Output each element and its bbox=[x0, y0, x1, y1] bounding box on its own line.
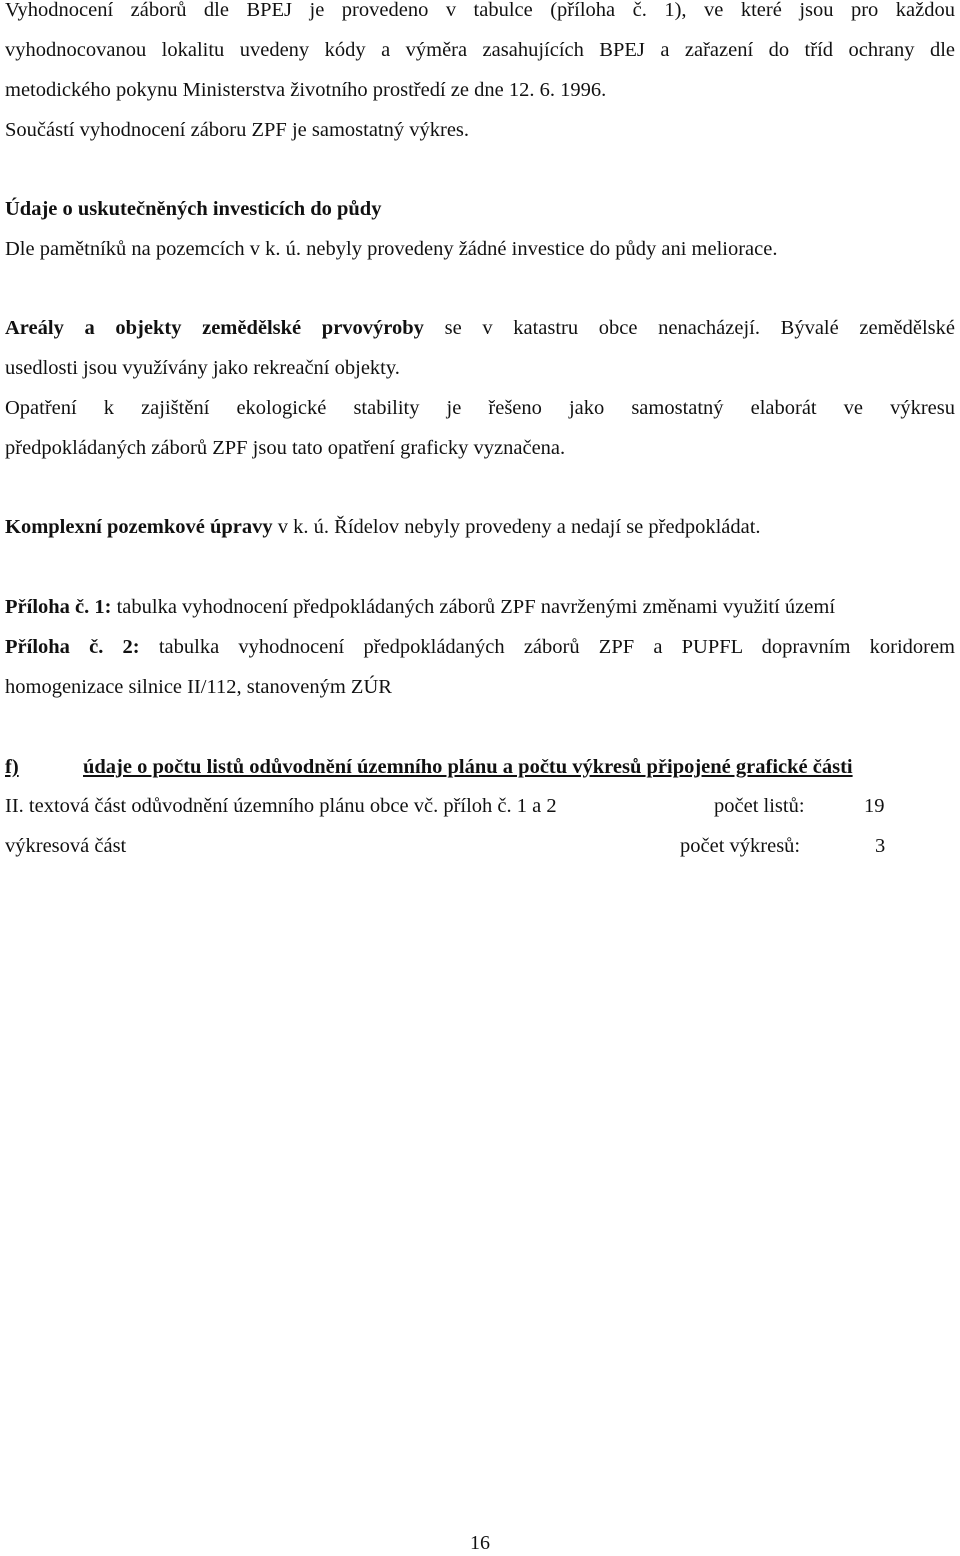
paragraph-bpej-line-3: metodického pokynu Ministerstva životního prostředí ze dne 12. 6. 1996. bbox=[5, 79, 607, 101]
count-row-text-value: 19 bbox=[864, 795, 885, 817]
priloha-2-line bbox=[5, 634, 955, 660]
count-row-drawings bbox=[5, 833, 955, 859]
page-number: 16 bbox=[470, 1532, 490, 1554]
investice-heading bbox=[5, 196, 955, 222]
paragraph-bpej-line-4: Součástí vyhodnocení záboru ZPF je samostatný výkres. bbox=[5, 119, 470, 141]
arealy-line-1 bbox=[5, 315, 955, 341]
section-f-title: údaje o počtu listů odůvodnění územního plánu a počtu výkresů připojené grafické části bbox=[83, 756, 853, 778]
paragraph-bpej-line-2: vyhodnocovanou lokalitu uvedeny kódy a výměra zasahujících BPEJ a zařazení do tříd ochrany dle bbox=[5, 39, 955, 61]
priloha-1-label: Příloha č. 1: bbox=[5, 596, 112, 618]
section-f-label: f) bbox=[5, 756, 19, 778]
investice-heading-text: Údaje o uskutečněných investicích do půdy bbox=[5, 198, 382, 220]
komplexni-bold: Komplexní pozemkové úpravy bbox=[5, 516, 273, 538]
count-row-drawings-label: počet výkresů: bbox=[680, 835, 801, 857]
priloha-2-line-2: homogenizace silnice II/112, stanoveným ZÚR bbox=[5, 676, 392, 698]
arealy-bold: Areály a objekty zemědělské prvovýroby bbox=[5, 317, 424, 339]
priloha-2-text: tabulka vyhodnocení předpokládaných záborů ZPF a PUPFL dopravním koridorem bbox=[139, 636, 956, 658]
count-row-drawings-name: výkresová část bbox=[5, 835, 127, 857]
opatreni-line-1: Opatření k zajištění ekologické stability je řešeno jako samostatný elaborát ve výkresu bbox=[5, 397, 955, 419]
section-f-heading bbox=[5, 754, 955, 780]
paragraph-bpej-line-1: Vyhodnocení záborů dle BPEJ je provedeno v tabulce (příloha č. 1), ve které jsou pro každou bbox=[5, 0, 955, 21]
arealy-rest: se v katastru obce nenacházejí. Bývalé zemědělské bbox=[423, 317, 955, 339]
opatreni-line-2: předpokládaných záborů ZPF jsou tato opatření graficky vyznačena. bbox=[5, 437, 566, 459]
count-row-text bbox=[5, 793, 955, 819]
count-row-text-label: počet listů: bbox=[714, 795, 805, 817]
investice-text: Dle pamětníků na pozemcích v k. ú. nebyly provedeny žádné investice do půdy ani meliorace. bbox=[5, 238, 778, 260]
komplexni-line bbox=[5, 514, 955, 540]
komplexni-rest: v k. ú. Řídelov nebyly provedeny a nedají se předpokládat. bbox=[272, 516, 761, 538]
priloha-1-line bbox=[5, 594, 955, 620]
priloha-1-text: tabulka vyhodnocení předpokládaných záborů ZPF navrženými změnami využití území bbox=[111, 596, 836, 618]
count-row-text-name: II. textová část odůvodnění územního plánu obce vč. příloh č. 1 a 2 bbox=[5, 795, 557, 817]
count-row-drawings-value: 3 bbox=[875, 835, 886, 857]
arealy-line-2: usedlosti jsou využívány jako rekreační objekty. bbox=[5, 357, 400, 379]
priloha-2-label: Příloha č. 2: bbox=[5, 636, 140, 658]
